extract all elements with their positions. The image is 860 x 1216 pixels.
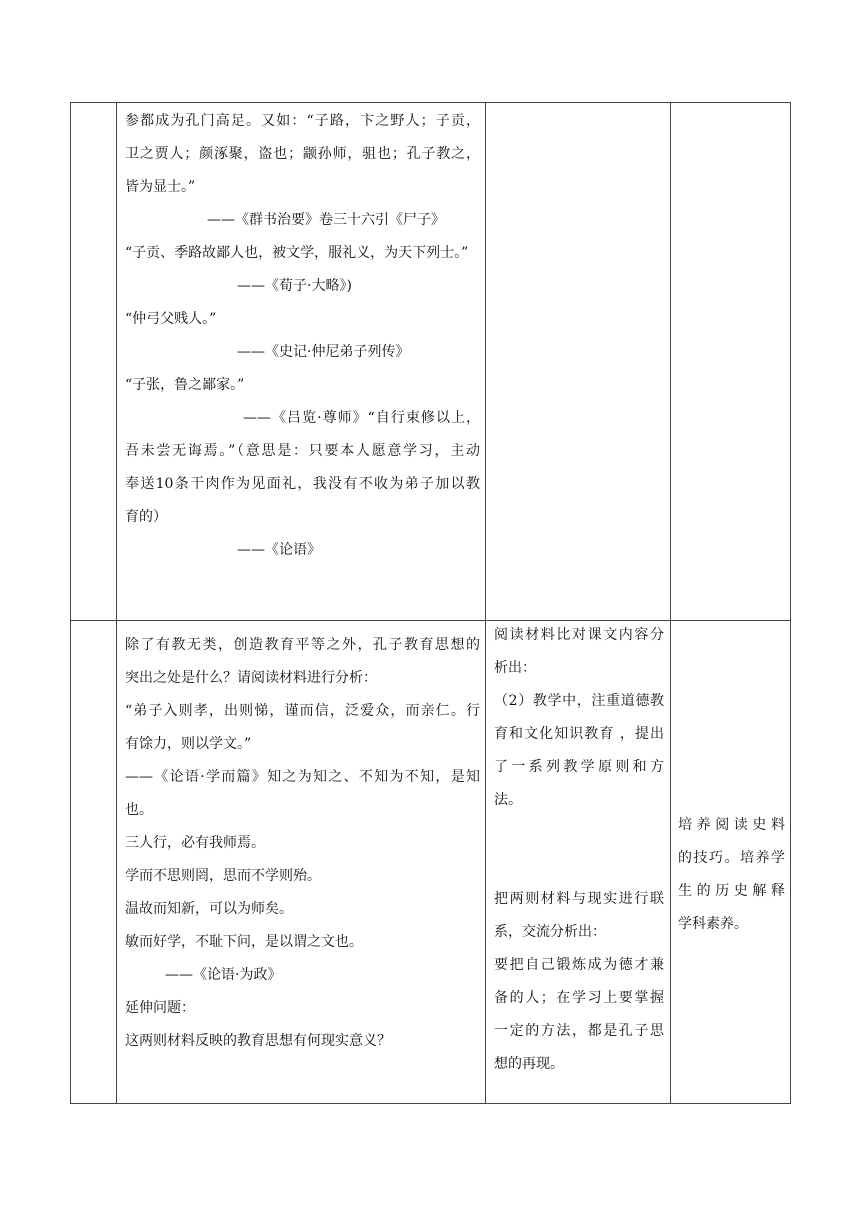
- text-line: 析出：: [494, 660, 536, 676]
- citation-line: ——《论语·为政》: [165, 967, 282, 983]
- text-line: 了一系列教学原则和方: [494, 759, 664, 775]
- text-line: “子张，鲁之鄙家。”: [125, 377, 245, 393]
- text-line: “子贡、季路故鄙人也，被文学，服礼义，为天下列士。”: [125, 245, 469, 261]
- text-line: 一定的方法，都是孔子思: [494, 1023, 664, 1039]
- text-line: 奉送10条干肉作为见面礼，我没有不收为弟子加以教: [125, 476, 480, 492]
- text-line: 想的再现。: [494, 1056, 564, 1072]
- row1-material-cell: [117, 103, 486, 620]
- citation-line: ——《史记·仲尼弟子列传》: [237, 344, 410, 360]
- spacer: [494, 817, 664, 850]
- text-line: 要把自己锻炼成为德才兼: [494, 957, 664, 973]
- row1-empty-cell: [71, 103, 117, 620]
- spacer: [494, 850, 664, 883]
- text-line: 育和文化知识教育 ，提出: [494, 726, 664, 742]
- text-line: 把两则材料与现实进行联: [494, 891, 664, 907]
- text-line: 卫之贾人；颜涿聚，盗也；颛孙师，驵也；孔子教之，: [125, 146, 480, 162]
- text-line: 皆为显士。”: [125, 179, 196, 195]
- text-line: 法。: [494, 792, 522, 808]
- row2-activity-cell: [486, 620, 671, 1103]
- text-line: 阅读材料比对课文内容分: [494, 627, 664, 643]
- text-line: 敏而好学，不耻下问，是以谓之文也。: [125, 934, 363, 950]
- lesson-table: [70, 102, 791, 1104]
- text-line: 突出之处是什么？请阅读材料进行分析：: [125, 670, 377, 686]
- text-line: 这两则材料反映的教育思想有何现实意义？: [125, 1033, 391, 1049]
- text-line: 延伸问题：: [125, 1000, 195, 1016]
- row1-activity-cell: [486, 103, 671, 620]
- text-line: 有馀力，则以学文。”: [125, 736, 252, 752]
- table-row: [71, 103, 791, 621]
- text-line: 吾未尝无诲焉。”（意思是：只要本人愿意学习，主动: [125, 443, 480, 459]
- citation-line: ——《群书治要》卷三十六引《尸子》: [207, 212, 445, 228]
- row2-empty-cell: [71, 620, 117, 1103]
- text-line: 的技巧。培养学: [678, 850, 785, 866]
- text-line: 生的历史解释: [678, 883, 785, 899]
- citation-line: ——《吕览·尊师》“自行束修以上，: [243, 410, 480, 426]
- row2-goal-cell: [671, 620, 791, 1103]
- text-line: “仲弓父贱人。”: [125, 311, 217, 327]
- citation-line: ——《荀子·大略》): [237, 278, 352, 294]
- table-row: [71, 620, 791, 1104]
- text-line: “弟子入则孝，出则悌，谨而信，泛爱众，而亲仁。行: [125, 703, 480, 719]
- text-line: 学科素养。: [678, 916, 748, 932]
- text-line: 备的人；在学习上要掌握: [494, 990, 664, 1006]
- row1-goal-cell: [671, 103, 791, 620]
- text-line: （2）教学中，注重道德教: [494, 693, 664, 709]
- text-line: 也。: [125, 802, 153, 818]
- citation-line: ——《论语》: [237, 542, 321, 558]
- text-line: 系，交流分析出：: [494, 924, 606, 940]
- text-line: 学而不思则罔，思而不学则殆。: [125, 868, 321, 884]
- text-line: 温故而知新，可以为师矣。: [125, 901, 293, 917]
- text-line: 参都成为孔门高足。又如：“子路，卞之野人；子贡，: [125, 113, 480, 129]
- text-line: 三人行，必有我师焉。: [125, 835, 265, 851]
- text-line: 除了有教无类，创造教育平等之外，孔子教育思想的: [125, 637, 480, 653]
- text-line: 育的）: [125, 509, 167, 525]
- citation-line: ——《论语·学而篇》知之为知之、不知为不知，是知: [125, 769, 480, 785]
- text-line: 培养阅读史料: [678, 817, 785, 833]
- row2-material-cell: [117, 620, 486, 1103]
